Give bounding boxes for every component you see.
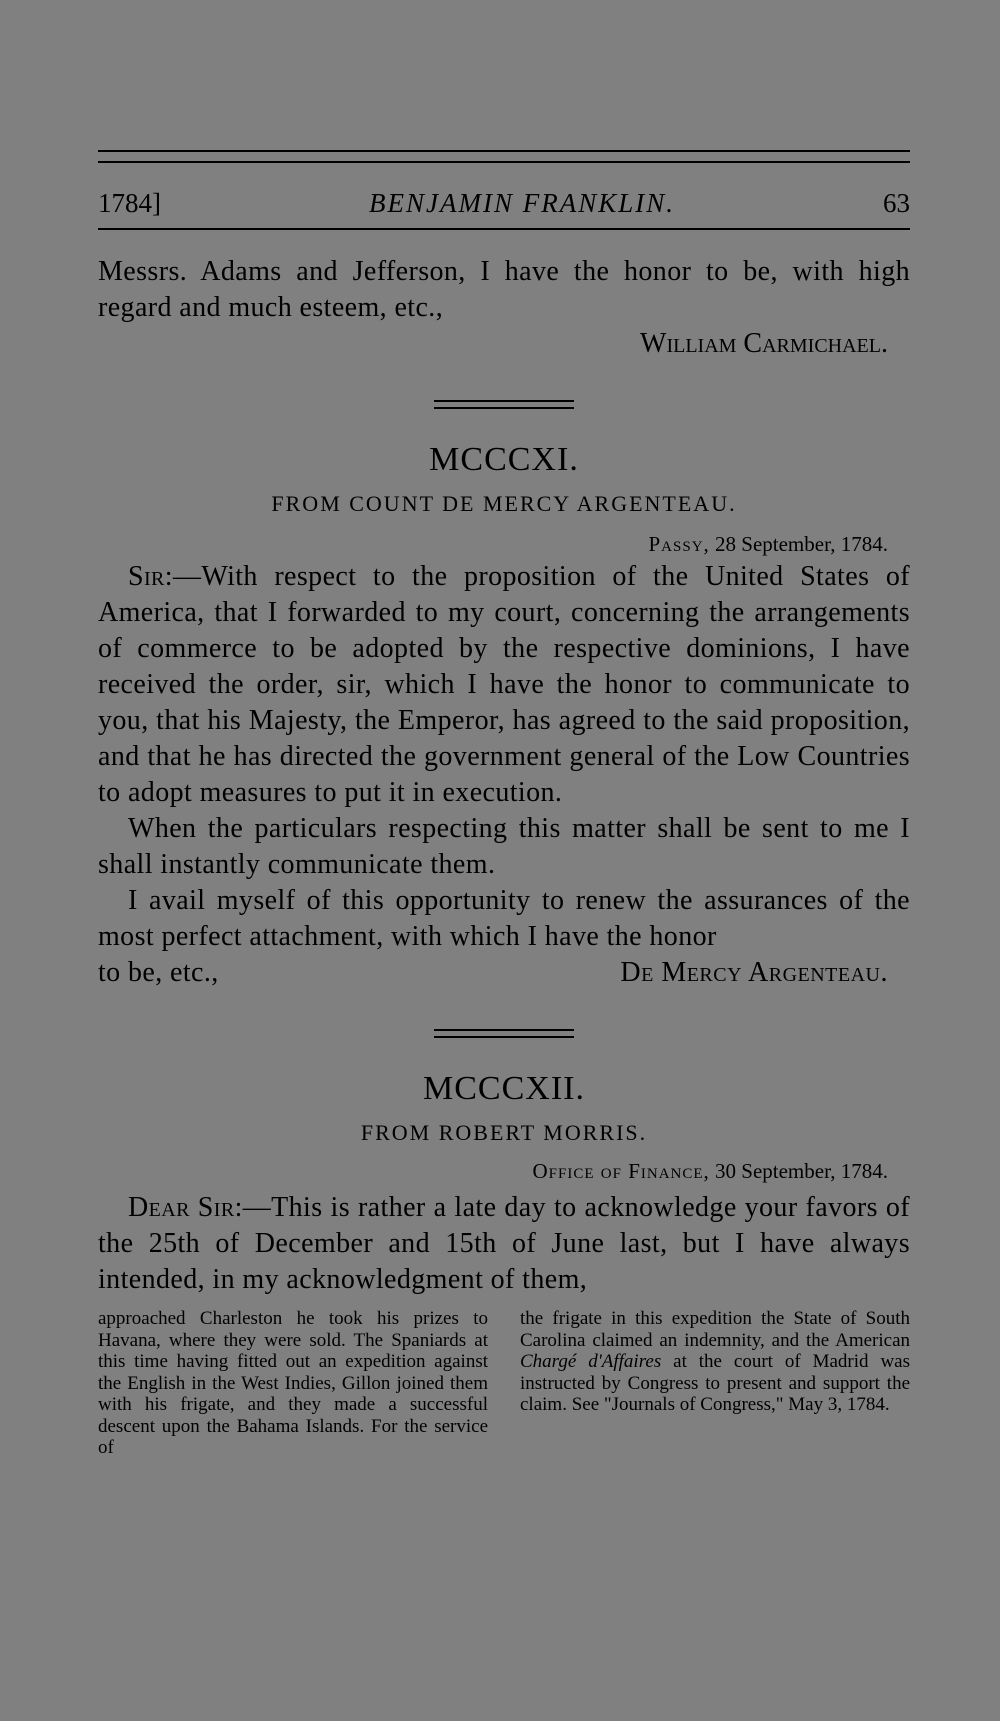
previous-letter-end [98, 254, 910, 362]
header-title: BENJAMIN FRANKLIN. [369, 188, 675, 218]
header-top-rule [98, 150, 910, 163]
letter-place: Passy, [648, 532, 710, 556]
letter-paragraph-text: :—This is rather a late day to acknowledge your favors of the 25th of December and 15th of June last, but I have always intended, in my acknowledgment of them, [98, 1192, 911, 1295]
letter-place-date [98, 529, 910, 559]
letter-signature: De Mercy Argenteau. [620, 957, 888, 988]
letter-closing: to be, etc., [98, 957, 219, 988]
section-divider [434, 1029, 574, 1038]
letter-place: Office of Finance, [532, 1159, 710, 1183]
letter-place-date [98, 1156, 910, 1186]
previous-letter-signature: William Carmichael. [640, 328, 888, 359]
footnote-column-right [520, 1308, 910, 1459]
letter-salutation: Dear Sir [128, 1192, 235, 1223]
letter-number: MCCCXI. [429, 441, 579, 478]
book-page [98, 150, 910, 1459]
footnote-italic-text: Chargé d'Affaires [520, 1351, 662, 1372]
letter-paragraph [98, 1190, 910, 1298]
previous-letter-text: Messrs. Adams and Jefferson, I have the honor to be, with high regard and much esteem, etc., [98, 256, 910, 323]
footnote-text: the frigate in this expedition the State of South Carolina claimed an indemnity, and the American [520, 1308, 910, 1351]
letter-date: 28 September, 1784. [715, 532, 888, 556]
letter-1311 [98, 439, 910, 991]
letter-from: FROM COUNT DE MERCY ARGENTEAU. [271, 491, 737, 516]
section-divider [434, 400, 574, 409]
letter-closing-line [98, 955, 910, 991]
letter-1312 [98, 1068, 910, 1298]
letter-paragraph-text: :—With respect to the proposition of the United States of America, that I forwarded to my court, concerning the arrangements of commerce to be adopted by the respective dominions, I have received the order, sir, which I have the honor to communicate to you, that his Majesty, the Emperor, has agreed to the said proposition, and that he has directed the government general of the Low Countries to adopt measures to put it in execution. [98, 561, 910, 808]
running-head [98, 186, 910, 220]
header-year: 1784] [98, 188, 161, 218]
letter-salutation: Sir [128, 561, 165, 592]
letter-from: FROM ROBERT MORRIS. [360, 1120, 648, 1145]
page-number: 63 [882, 188, 910, 218]
letter-paragraph [98, 559, 910, 811]
letter-paragraph: I avail myself of this opportunity to renew the assurances of the most perfect attachment, with which I have the honor [98, 885, 910, 952]
letter-date: 30 September, 1784. [715, 1159, 888, 1183]
header-bottom-rule [98, 228, 910, 230]
footnote-text: at the court of Madrid was instructed by Congress to present and support the claim. See "Journals of Congress," May 3, 1784. [520, 1351, 910, 1415]
letter-number: MCCCXII. [423, 1070, 585, 1107]
footnote-column-left: approached Charleston he took his prizes to Havana, where they were sold. The Spaniards at this time having fitted out an expedition against the English in the West Indies, Gillon joined them with his frigate, and they made a successful descent upon the Bahama Islands. For the service of [98, 1308, 488, 1458]
footnote [98, 1308, 910, 1459]
letter-paragraph: When the particulars respecting this matter shall be sent to me I shall instantly communicate them. [98, 813, 910, 880]
